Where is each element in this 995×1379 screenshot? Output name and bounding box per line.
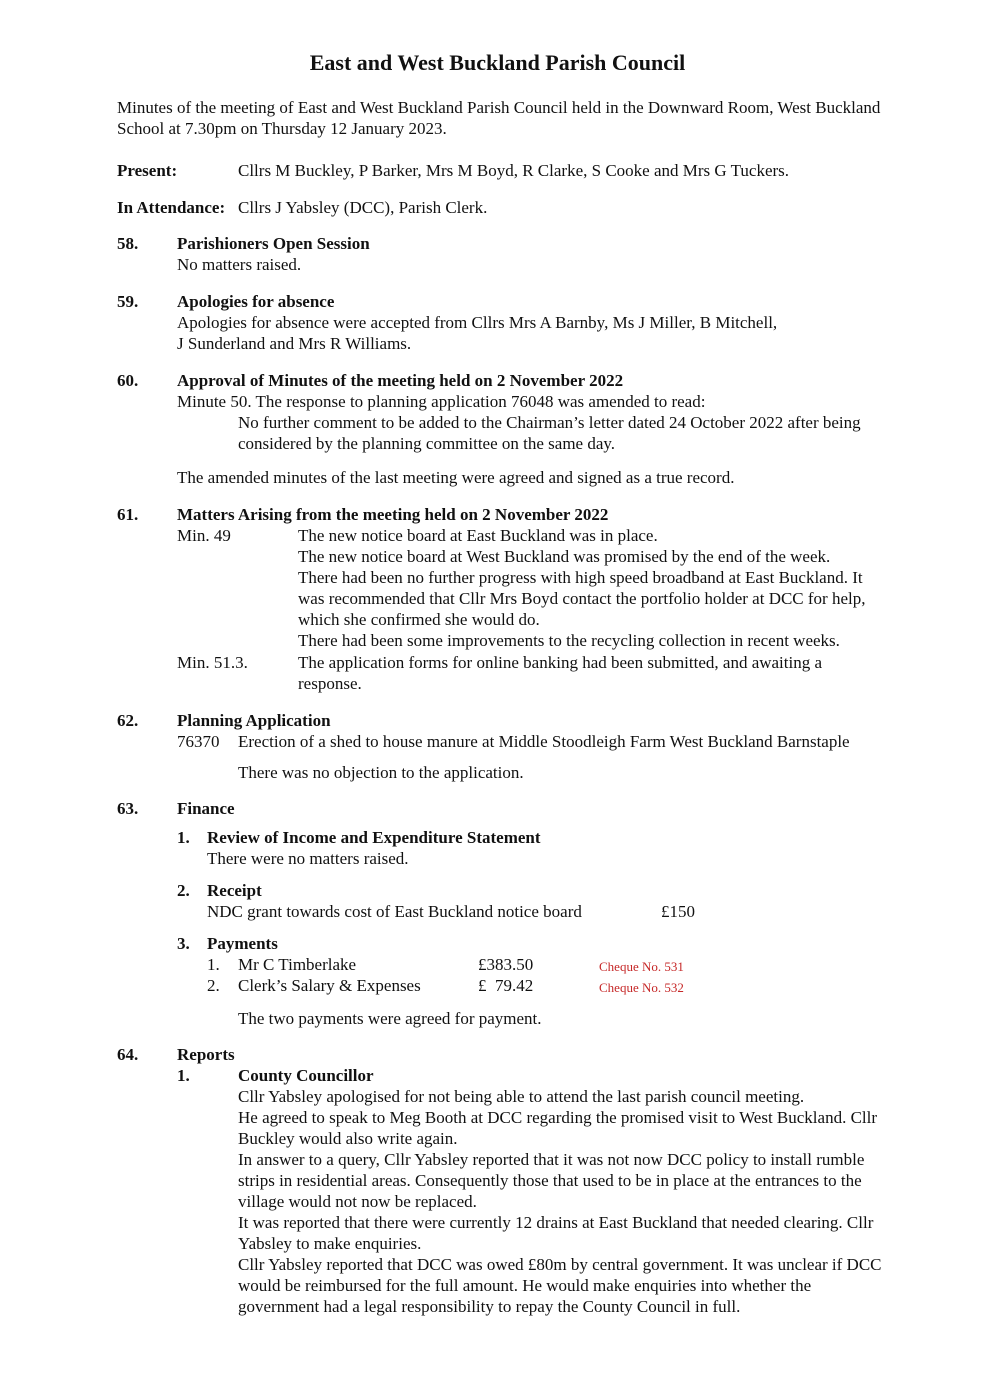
county-report-line-5: strips in residential areas. Consequently those that used to be in place at the entrances to the (238, 1171, 862, 1190)
receipt-amount: £150 (661, 902, 695, 921)
payment-2-amount: £ 79.42 (478, 976, 534, 995)
item-60-resolution: The amended minutes of the last meeting were agreed and signed as a true record. (177, 468, 735, 487)
min-51-3-line-1: The application forms for online banking had been submitted, and awaiting a (298, 653, 823, 672)
county-report-line-2: He agreed to speak to Meg Booth at DCC regarding the promised visit to West Buckland. Cllr (238, 1108, 878, 1127)
intro-line-1: Minutes of the meeting of East and West Buckland Parish Council held in the Downward Room, West Buckland (117, 98, 881, 117)
payment-1-amount: £383.50 (478, 955, 534, 974)
finance-2-heading: Receipt (207, 881, 262, 900)
item-59-line-1: Apologies for absence were accepted from Cllrs Mrs A Barnby, Ms J Miller, B Mitchell, (177, 313, 778, 332)
item-59-line-2: J Sunderland and Mrs R Williams. (177, 334, 412, 353)
intro-line-2: School at 7.30pm on Thursday 12 January 2023. (117, 119, 447, 138)
present-label: Present: (117, 161, 178, 180)
item-60-quote-line-2: considered by the planning committee on the same day. (238, 434, 616, 453)
finance-3-number: 3. (177, 934, 190, 953)
item-64-number: 64. (117, 1045, 139, 1064)
finance-1-text: There were no matters raised. (207, 849, 409, 868)
county-report-line-4: In answer to a query, Cllr Yabsley reported that it was not now DCC policy to install rumble (238, 1150, 865, 1169)
item-58-number: 58. (117, 234, 139, 253)
item-62-heading: Planning Application (177, 711, 331, 730)
application-text: Erection of a shed to house manure at Middle Stoodleigh Farm West Buckland Barnstaple (238, 732, 850, 751)
min-49-line-3: There had been no further progress with high speed broadband at East Buckland. It (298, 568, 863, 587)
county-report-line-10: would be reimbursed for the full amount. He would make enquiries into whether the (238, 1276, 812, 1295)
application-decision: There was no objection to the application. (238, 763, 524, 782)
min-49-line-5: which she confirmed she would do. (298, 610, 540, 629)
payment-2-payee: Clerk’s Salary & Expenses (238, 976, 421, 995)
min-49-label: Min. 49 (177, 526, 231, 545)
min-49-line-2: The new notice board at West Buckland was promised by the end of the week. (298, 547, 831, 566)
payment-1-cheque: Cheque No. 531 (599, 959, 684, 974)
finance-1-heading: Review of Income and Expenditure Statement (207, 828, 541, 847)
min-49-line-6: There had been some improvements to the recycling collection in recent weeks. (298, 631, 840, 650)
item-58-text: No matters raised. (177, 255, 302, 274)
payments-note: The two payments were agreed for payment. (238, 1009, 542, 1028)
reports-1-number: 1. (177, 1066, 190, 1085)
payment-2-cheque: Cheque No. 532 (599, 980, 684, 995)
item-64-heading: Reports (177, 1045, 235, 1064)
item-60-line-1: Minute 50. The response to planning application 76048 was amended to read: (177, 392, 706, 411)
item-62-number: 62. (117, 711, 139, 730)
attendance-text: Cllrs J Yabsley (DCC), Parish Clerk. (238, 198, 488, 217)
item-60-quote-line-1: No further comment to be added to the Chairman’s letter dated 24 October 2022 after being (238, 413, 861, 432)
min-49-line-4: was recommended that Cllr Mrs Boyd contact the portfolio holder at DCC for help, (298, 589, 866, 608)
item-63-number: 63. (117, 799, 139, 818)
item-60-number: 60. (117, 371, 139, 390)
item-59-heading: Apologies for absence (177, 292, 335, 311)
payment-2-number: 2. (207, 976, 220, 995)
county-report-line-11: government had a legal responsibility to repay the County Council in full. (238, 1297, 741, 1316)
county-report-line-6: village would not now be replaced. (238, 1192, 477, 1211)
item-59-number: 59. (117, 292, 139, 311)
present-text: Cllrs M Buckley, P Barker, Mrs M Boyd, R Clarke, S Cooke and Mrs G Tuckers. (238, 161, 790, 180)
finance-1-number: 1. (177, 828, 190, 847)
item-61-number: 61. (117, 505, 139, 524)
min-51-3-label: Min. 51.3. (177, 653, 248, 672)
county-report-line-7: It was reported that there were currently 12 drains at East Buckland that needed clearing. Cllr (238, 1213, 874, 1232)
min-49-line-1: The new notice board at East Buckland was in place. (298, 526, 658, 545)
item-58-heading: Parishioners Open Session (177, 234, 370, 253)
receipt-description: NDC grant towards cost of East Buckland notice board (207, 902, 582, 921)
payment-1-payee: Mr C Timberlake (238, 955, 357, 974)
application-number: 76370 (177, 732, 220, 751)
item-61-heading: Matters Arising from the meeting held on 2 November 2022 (177, 505, 609, 524)
document-title: East and West Buckland Parish Council (309, 50, 686, 75)
finance-2-number: 2. (177, 881, 190, 900)
item-60-heading: Approval of Minutes of the meeting held on 2 November 2022 (177, 371, 624, 390)
county-report-line-3: Buckley would also write again. (238, 1129, 458, 1148)
finance-3-heading: Payments (207, 934, 278, 953)
county-report-line-1: Cllr Yabsley apologised for not being able to attend the last parish council meeting. (238, 1087, 805, 1106)
county-report-line-9: Cllr Yabsley reported that DCC was owed £80m by central government. It was unclear if DCC (238, 1255, 882, 1274)
county-report-line-8: Yabsley to make enquiries. (238, 1234, 422, 1253)
min-51-3-line-2: response. (298, 674, 362, 693)
item-63-heading: Finance (177, 799, 235, 818)
payment-1-number: 1. (207, 955, 220, 974)
attendance-label: In Attendance: (117, 198, 226, 217)
reports-1-heading: County Councillor (238, 1066, 374, 1085)
